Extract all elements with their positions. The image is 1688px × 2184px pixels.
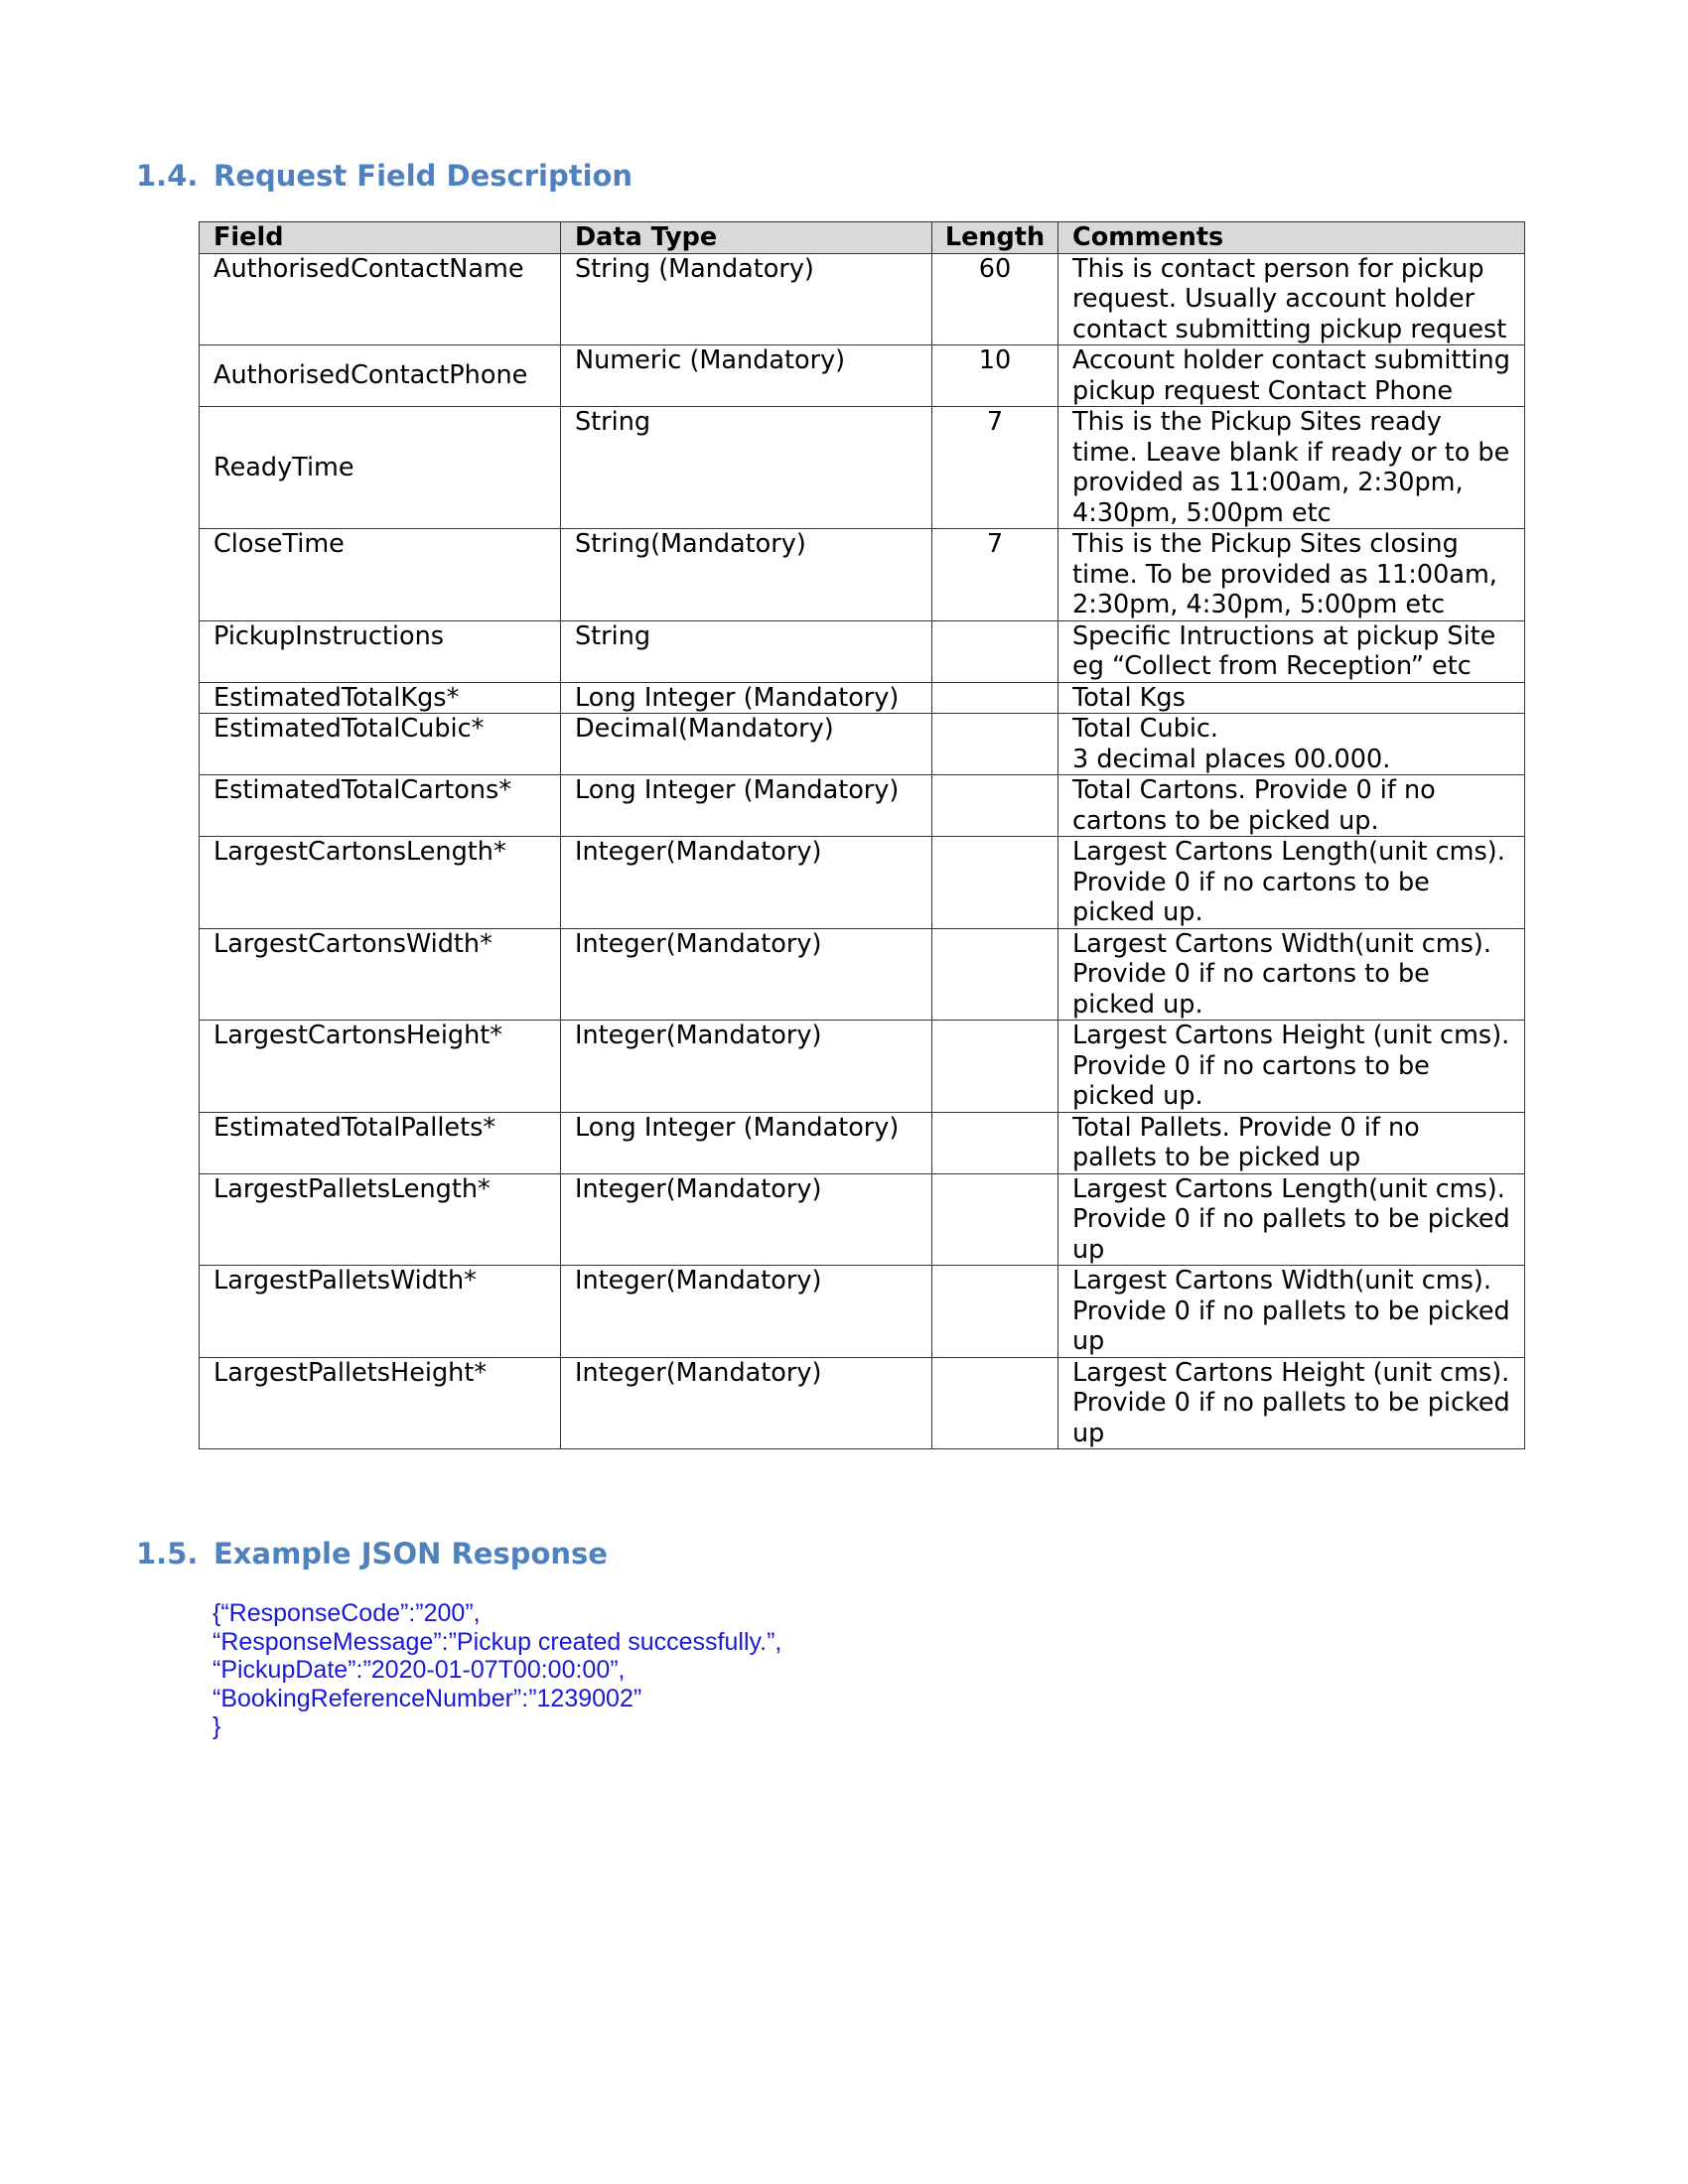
field-cell: LargestCartonsWidth* [200, 928, 561, 1021]
comments-cell: Total Pallets. Provide 0 if no pallets to be picked up [1058, 1112, 1525, 1173]
table-row [200, 407, 1525, 529]
data-type-cell: Integer(Mandatory) [561, 837, 932, 929]
length-cell [932, 1021, 1058, 1113]
comments-cell: Largest Cartons Length(unit cms). Provide 0 if no pallets to be picked up [1058, 1173, 1525, 1266]
comments-line: 3 decimal places 00.000. [1072, 744, 1391, 774]
field-cell: EstimatedTotalPallets* [200, 1112, 561, 1173]
field-cell: EstimatedTotalKgs* [200, 682, 561, 714]
section-number: 1.4. [136, 159, 199, 193]
comments-line: Total Cubic. [1072, 714, 1219, 744]
comments-cell: Total Cartons. Provide 0 if no cartons to be picked up. [1058, 775, 1525, 837]
data-type-cell: Numeric (Mandatory) [561, 345, 932, 407]
json-line: } [212, 1712, 221, 1740]
field-cell: ReadyTime [200, 407, 561, 529]
json-line: “PickupDate”:”2020-01-07T00:00:00”, [212, 1656, 626, 1684]
data-type-cell: String [561, 620, 932, 682]
comments-cell: Account holder contact submitting pickup request Contact Phone [1058, 345, 1525, 407]
data-type-cell: Integer(Mandatory) [561, 1357, 932, 1449]
data-type-cell: Integer(Mandatory) [561, 1173, 932, 1266]
data-type-cell: Integer(Mandatory) [561, 928, 932, 1021]
json-line: “ResponseMessage”:”Pickup created successfully.”, [212, 1627, 782, 1656]
data-type-cell: Long Integer (Mandatory) [561, 682, 932, 714]
length-cell: 10 [932, 345, 1058, 407]
data-type-cell: Long Integer (Mandatory) [561, 1112, 932, 1173]
table-row [200, 1173, 1525, 1266]
section-heading-request-field-description [136, 159, 633, 193]
table-row [200, 1112, 1525, 1173]
json-response-example [212, 1599, 781, 1741]
data-type-cell: Decimal(Mandatory) [561, 714, 932, 775]
length-cell [932, 620, 1058, 682]
table-row [200, 345, 1525, 407]
table-row [200, 714, 1525, 775]
table-row [200, 928, 1525, 1021]
length-cell: 7 [932, 529, 1058, 621]
comments-cell: Largest Cartons Width(unit cms). Provide 0 if no cartons to be picked up. [1058, 928, 1525, 1021]
section-number: 1.5. [136, 1537, 199, 1570]
table-row [200, 1357, 1525, 1449]
length-cell [932, 837, 1058, 929]
comments-cell: This is the Pickup Sites closing time. To be provided as 11:00am, 2:30pm, 4:30pm, 5:00pm etc [1058, 529, 1525, 621]
length-cell [932, 714, 1058, 775]
table-row [200, 1021, 1525, 1113]
column-header-length: Length [932, 222, 1058, 254]
length-cell [932, 928, 1058, 1021]
data-type-cell: Long Integer (Mandatory) [561, 775, 932, 837]
length-cell [932, 1173, 1058, 1266]
data-type-cell: String(Mandatory) [561, 529, 932, 621]
comments-cell: Largest Cartons Length(unit cms). Provide 0 if no cartons to be picked up. [1058, 837, 1525, 929]
length-cell [932, 682, 1058, 714]
column-header-data-type: Data Type [561, 222, 932, 254]
comments-cell: Total Kgs [1058, 682, 1525, 714]
table-row [200, 620, 1525, 682]
field-cell: PickupInstructions [200, 620, 561, 682]
json-line: {“ResponseCode”:”200”, [212, 1599, 481, 1627]
field-cell: EstimatedTotalCartons* [200, 775, 561, 837]
field-cell: LargestPalletsHeight* [200, 1357, 561, 1449]
length-cell: 7 [932, 407, 1058, 529]
data-type-cell: String [561, 407, 932, 529]
field-cell: LargestPalletsLength* [200, 1173, 561, 1266]
comments-cell: Largest Cartons Height (unit cms). Provide 0 if no pallets to be picked up [1058, 1357, 1525, 1449]
column-header-comments: Comments [1058, 222, 1525, 254]
length-cell [932, 775, 1058, 837]
comments-cell [1058, 714, 1525, 775]
section-title: Example JSON Response [213, 1537, 608, 1570]
section-heading-example-json-response [136, 1537, 608, 1570]
field-cell: CloseTime [200, 529, 561, 621]
comments-cell: Largest Cartons Width(unit cms). Provide 0 if no pallets to be picked up [1058, 1266, 1525, 1358]
comments-cell: Specific Intructions at pickup Site eg “Collect from Reception” etc [1058, 620, 1525, 682]
table-header-row [200, 222, 1525, 254]
length-cell [932, 1357, 1058, 1449]
length-cell [932, 1112, 1058, 1173]
table-row [200, 1266, 1525, 1358]
comments-cell: This is contact person for pickup request. Usually account holder contact submitting pickup request [1058, 253, 1525, 345]
table-row [200, 253, 1525, 345]
column-header-field: Field [200, 222, 561, 254]
comments-cell: Largest Cartons Height (unit cms). Provide 0 if no cartons to be picked up. [1058, 1021, 1525, 1113]
data-type-cell: Integer(Mandatory) [561, 1021, 932, 1113]
field-cell: LargestPalletsWidth* [200, 1266, 561, 1358]
field-cell: LargestCartonsHeight* [200, 1021, 561, 1113]
json-line: “BookingReferenceNumber”:”1239002” [212, 1684, 642, 1712]
comments-cell: This is the Pickup Sites ready time. Leave blank if ready or to be provided as 11:00am, 2:30pm, 4:30pm, 5:00pm etc [1058, 407, 1525, 529]
field-cell: EstimatedTotalCubic* [200, 714, 561, 775]
field-cell: LargestCartonsLength* [200, 837, 561, 929]
length-cell [932, 1266, 1058, 1358]
section-title: Request Field Description [213, 159, 633, 193]
request-field-table [199, 221, 1525, 1449]
table-row [200, 775, 1525, 837]
table-row [200, 837, 1525, 929]
length-cell: 60 [932, 253, 1058, 345]
field-cell: AuthorisedContactPhone [200, 345, 561, 407]
table-row [200, 529, 1525, 621]
table-row [200, 682, 1525, 714]
data-type-cell: String (Mandatory) [561, 253, 932, 345]
data-type-cell: Integer(Mandatory) [561, 1266, 932, 1358]
field-cell: AuthorisedContactName [200, 253, 561, 345]
